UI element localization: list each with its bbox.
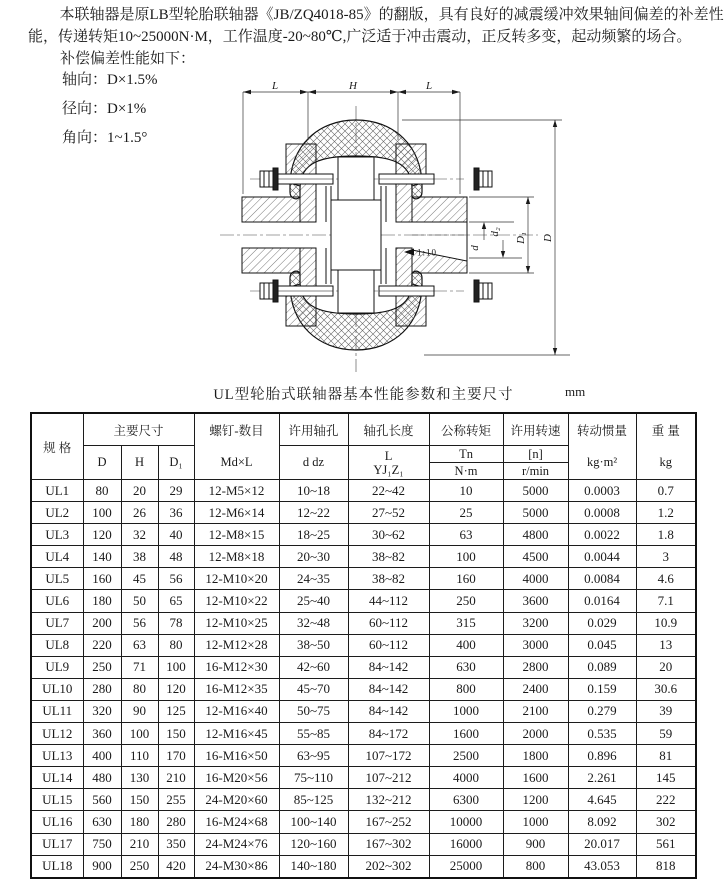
cell: 38 (121, 546, 158, 568)
cell: 3000 (503, 634, 568, 656)
cell: 84~142 (348, 678, 429, 700)
cell: 63~95 (279, 745, 348, 767)
cell: 0.089 (568, 656, 636, 678)
cell: 100 (83, 502, 121, 524)
table-row (31, 524, 696, 546)
cell: 12-M12×28 (194, 634, 279, 656)
taper-label: 1:10 (417, 247, 438, 258)
cell: 12-M10×22 (194, 590, 279, 612)
cell: 4000 (429, 767, 503, 789)
header-bore-allow-sub: d dz (279, 446, 348, 480)
cell: 42~60 (279, 656, 348, 678)
cell: 44~112 (348, 590, 429, 612)
cell: 145 (636, 767, 696, 789)
table-row (31, 678, 696, 700)
row-spec-label: UL18 (31, 855, 83, 878)
cell: 36 (158, 502, 194, 524)
cell: 12-M8×18 (194, 546, 279, 568)
cell: 1000 (429, 700, 503, 722)
cell: 0.0084 (568, 568, 636, 590)
cell: 43.053 (568, 855, 636, 878)
dim-label-d: d (469, 245, 481, 251)
header-bore-len-l: L (384, 448, 393, 463)
cell: 12-M8×15 (194, 524, 279, 546)
cell: 0.0008 (568, 502, 636, 524)
cell: 84~142 (348, 700, 429, 722)
cell: 45 (121, 568, 158, 590)
cell: 420 (158, 855, 194, 878)
cell: 32~48 (279, 612, 348, 634)
right-shaft (412, 197, 467, 273)
cell: 38~50 (279, 634, 348, 656)
cell: 63 (429, 524, 503, 546)
cell: 107~172 (348, 745, 429, 767)
cell: 0.7 (636, 480, 696, 502)
cell: 10 (429, 480, 503, 502)
header-weight-unit: kg (659, 455, 673, 469)
cell: 110 (121, 745, 158, 767)
cell: 10.9 (636, 612, 696, 634)
cell: 561 (636, 833, 696, 855)
header-col-H: H (121, 446, 158, 480)
cell: 900 (503, 833, 568, 855)
cell: 210 (158, 767, 194, 789)
cell: 85~125 (279, 789, 348, 811)
cell: 360 (83, 723, 121, 745)
row-spec-label: UL14 (31, 767, 83, 789)
row-spec-label: UL13 (31, 745, 83, 767)
cell: 0.159 (568, 678, 636, 700)
header-torque: 公称转矩 (429, 413, 503, 446)
header-weight-label: 重 量 (651, 424, 680, 438)
cell: 320 (83, 700, 121, 722)
cell: 170 (158, 745, 194, 767)
cell: 1600 (429, 723, 503, 745)
row-spec-label: UL17 (31, 833, 83, 855)
cell: 32 (121, 524, 158, 546)
dim-label-H: H (349, 82, 357, 92)
cell: 2000 (503, 723, 568, 745)
cell: 180 (121, 811, 158, 833)
cell: 400 (83, 745, 121, 767)
cell: 120 (158, 678, 194, 700)
cell: 27~52 (348, 502, 429, 524)
cell: 4.6 (636, 568, 696, 590)
table-row (31, 700, 696, 722)
header-speed: 许用转速 (503, 413, 568, 446)
offsets-subheading: 补偿偏差性能如下： (60, 51, 196, 67)
cell: 900 (83, 855, 121, 878)
table-row (31, 767, 696, 789)
cell: 100 (429, 546, 503, 568)
cell: 5000 (503, 480, 568, 502)
cell: 220 (83, 634, 121, 656)
cell: 25~40 (279, 590, 348, 612)
cell: 2.261 (568, 767, 636, 789)
cell: 38~82 (348, 568, 429, 590)
cell: 26 (121, 502, 158, 524)
table-row (31, 789, 696, 811)
table-unit: mm (565, 384, 586, 399)
cell: 350 (158, 833, 194, 855)
cell: 0.896 (568, 745, 636, 767)
cell: 120 (83, 524, 121, 546)
row-spec-label: UL1 (31, 480, 83, 502)
table-row (31, 855, 696, 878)
header-bore-len-yjz: YJ₁Z₁ (373, 462, 404, 477)
cell: 24-M20×60 (194, 789, 279, 811)
cell: 20.017 (568, 833, 636, 855)
cell: 3200 (503, 612, 568, 634)
cell: 30.6 (636, 678, 696, 700)
offset-radial: 径向：D×1% (62, 101, 147, 117)
cell: 0.029 (568, 612, 636, 634)
cell: 63 (121, 634, 158, 656)
cell: 5000 (503, 502, 568, 524)
cell: 160 (429, 568, 503, 590)
cell: 12-M10×25 (194, 612, 279, 634)
header-screws (194, 413, 279, 480)
cell: 16-M20×56 (194, 767, 279, 789)
cell: 16000 (429, 833, 503, 855)
parameters-table (30, 412, 697, 879)
row-spec-label: UL10 (31, 678, 83, 700)
cell: 22~42 (348, 480, 429, 502)
header-main-dims: 主要尺寸 (83, 413, 194, 446)
table-row (31, 723, 696, 745)
table-row (31, 480, 696, 502)
cell: 800 (503, 855, 568, 878)
cell: 100 (158, 656, 194, 678)
cell: 4500 (503, 546, 568, 568)
cell: 107~212 (348, 767, 429, 789)
cell: 1.2 (636, 502, 696, 524)
cell: 13 (636, 634, 696, 656)
cell: 1800 (503, 745, 568, 767)
cell: 45~70 (279, 678, 348, 700)
cell: 1200 (503, 789, 568, 811)
cell: 150 (158, 723, 194, 745)
header-spec: 规 格 (31, 413, 83, 480)
cell: 2500 (429, 745, 503, 767)
cell: 80 (83, 480, 121, 502)
header-col-D1: D₁ (158, 446, 194, 480)
cell: 78 (158, 612, 194, 634)
header-torque-sym: Tn (429, 446, 503, 463)
table-row (31, 634, 696, 656)
table-row (31, 811, 696, 833)
cell: 24-M30×86 (194, 855, 279, 878)
cell: 55~85 (279, 723, 348, 745)
cell: 6300 (429, 789, 503, 811)
cell: 150 (121, 789, 158, 811)
coupling-drawing-svg (198, 82, 628, 384)
cell: 140 (83, 546, 121, 568)
cell: 4800 (503, 524, 568, 546)
cell: 630 (83, 811, 121, 833)
row-spec-label: UL3 (31, 524, 83, 546)
cell: 18~25 (279, 524, 348, 546)
offset-angular: 角向：1~1.5° (62, 130, 148, 146)
cell: 280 (83, 678, 121, 700)
cell: 160 (83, 568, 121, 590)
cell: 12-M10×20 (194, 568, 279, 590)
cell: 71 (121, 656, 158, 678)
cell: 2100 (503, 700, 568, 722)
cell: 0.279 (568, 700, 636, 722)
cell: 30~62 (348, 524, 429, 546)
cell: 1600 (503, 767, 568, 789)
cell: 302 (636, 811, 696, 833)
cell: 10~18 (279, 480, 348, 502)
cell: 315 (429, 612, 503, 634)
cell: 3600 (503, 590, 568, 612)
cell: 80 (121, 678, 158, 700)
dim-label-L-right: L (425, 82, 433, 92)
cell: 132~212 (348, 789, 429, 811)
cell: 0.0164 (568, 590, 636, 612)
intro-line-1: 本联轴器是原LB型轮胎联轴器《JB/ZQ4018-85》的翻版，具有良好的减震缓冲效果轴间偏差的补差性 (59, 7, 724, 23)
header-speed-unit: r/min (503, 463, 568, 480)
cell: 81 (636, 745, 696, 767)
cell: 180 (83, 590, 121, 612)
cell: 0.0003 (568, 480, 636, 502)
header-speed-sym: [n] (503, 446, 568, 463)
offsets-list (62, 66, 158, 153)
cell: 90 (121, 700, 158, 722)
cell: 4000 (503, 568, 568, 590)
cell: 75~110 (279, 767, 348, 789)
cell: 818 (636, 855, 696, 878)
cell: 280 (158, 811, 194, 833)
cell: 16-M12×35 (194, 678, 279, 700)
cell: 800 (429, 678, 503, 700)
cell: 250 (83, 656, 121, 678)
dim-label-L-left: L (271, 82, 279, 92)
row-spec-label: UL12 (31, 723, 83, 745)
cell: 3 (636, 546, 696, 568)
intro-paragraph (28, 4, 724, 48)
cell: 16-M24×68 (194, 811, 279, 833)
cell: 29 (158, 480, 194, 502)
cell: 2800 (503, 656, 568, 678)
header-col-D: D (83, 446, 121, 480)
cell: 140~180 (279, 855, 348, 878)
cell: 25 (429, 502, 503, 524)
table-title-bar (30, 383, 697, 407)
cell: 10000 (429, 811, 503, 833)
cell: 56 (158, 568, 194, 590)
dim-label-d2: d₂ (489, 227, 501, 237)
cell: 200 (83, 612, 121, 634)
table-row (31, 502, 696, 524)
cell: 25000 (429, 855, 503, 878)
row-spec-label: UL8 (31, 634, 83, 656)
row-spec-label: UL9 (31, 656, 83, 678)
cell: 255 (158, 789, 194, 811)
cell: 4.645 (568, 789, 636, 811)
cell: 630 (429, 656, 503, 678)
table-body (31, 480, 696, 878)
hub-center (331, 157, 381, 313)
cell: 202~302 (348, 855, 429, 878)
row-spec-label: UL11 (31, 700, 83, 722)
cell: 100~140 (279, 811, 348, 833)
coupling-cross-section-drawing (198, 82, 628, 384)
cell: 2400 (503, 678, 568, 700)
table-row (31, 656, 696, 678)
header-inertia-label: 转动惯量 (577, 424, 628, 438)
cell: 120~160 (279, 833, 348, 855)
cell: 8.092 (568, 811, 636, 833)
cell: 59 (636, 723, 696, 745)
table-row (31, 590, 696, 612)
row-spec-label: UL5 (31, 568, 83, 590)
table-row (31, 568, 696, 590)
cell: 0.0044 (568, 546, 636, 568)
intro-line-2: 能，传递转矩10~25000N·M，工作温度-20~80℃,广泛适于冲击震动，正反转多变，起动频繁的场合。 (28, 29, 692, 45)
header-bore-allow: 许用轴孔 (279, 413, 348, 446)
cell: 125 (158, 700, 194, 722)
cell: 222 (636, 789, 696, 811)
cell: 1.8 (636, 524, 696, 546)
cell: 560 (83, 789, 121, 811)
cell: 60~112 (348, 634, 429, 656)
cell: 130 (121, 767, 158, 789)
cell: 20~30 (279, 546, 348, 568)
cell: 84~142 (348, 656, 429, 678)
cell: 250 (429, 590, 503, 612)
cell: 56 (121, 612, 158, 634)
cell: 80 (158, 634, 194, 656)
row-spec-label: UL2 (31, 502, 83, 524)
cell: 16-M16×50 (194, 745, 279, 767)
header-inertia-unit: kg·m² (586, 455, 618, 469)
cell: 12-M5×12 (194, 480, 279, 502)
cell: 40 (158, 524, 194, 546)
cell: 38~82 (348, 546, 429, 568)
cell: 750 (83, 833, 121, 855)
cell: 0.535 (568, 723, 636, 745)
header-bore-len-sub (348, 446, 429, 480)
cell: 400 (429, 634, 503, 656)
cell: 250 (121, 855, 158, 878)
cell: 12~22 (279, 502, 348, 524)
header-inertia (568, 413, 636, 480)
cell: 7.1 (636, 590, 696, 612)
row-spec-label: UL16 (31, 811, 83, 833)
cell: 48 (158, 546, 194, 568)
row-spec-label: UL6 (31, 590, 83, 612)
cell: 16-M12×30 (194, 656, 279, 678)
cell: 20 (121, 480, 158, 502)
table-row (31, 546, 696, 568)
cell: 1000 (503, 811, 568, 833)
row-spec-label: UL15 (31, 789, 83, 811)
row-spec-label: UL7 (31, 612, 83, 634)
cell: 167~252 (348, 811, 429, 833)
table-row (31, 833, 696, 855)
cell: 100 (121, 723, 158, 745)
cell: 39 (636, 700, 696, 722)
cell: 12-M16×45 (194, 723, 279, 745)
cell: 65 (158, 590, 194, 612)
cell: 0.0022 (568, 524, 636, 546)
cell: 50 (121, 590, 158, 612)
offset-axial: 轴向：D×1.5% (62, 72, 158, 88)
table-title: UL型轮胎式联轴器基本性能参数和主要尺寸 (213, 387, 514, 403)
cell: 12-M6×14 (194, 502, 279, 524)
cell: 50~75 (279, 700, 348, 722)
header-screw-spec: Md×L (220, 455, 253, 469)
cell: 12-M16×40 (194, 700, 279, 722)
cell: 210 (121, 833, 158, 855)
cell: 20 (636, 656, 696, 678)
table-header (31, 413, 696, 480)
cell: 480 (83, 767, 121, 789)
header-bore-len: 轴孔长度 (348, 413, 429, 446)
cell: 60~112 (348, 612, 429, 634)
dim-label-D1: D₁ (515, 232, 527, 244)
header-screw-count: 螺钉-数目 (209, 424, 264, 438)
table-row (31, 612, 696, 634)
cell: 84~172 (348, 723, 429, 745)
cell: 24-M24×76 (194, 833, 279, 855)
header-weight (636, 413, 696, 480)
cell: 0.045 (568, 634, 636, 656)
cell: 167~302 (348, 833, 429, 855)
row-spec-label: UL4 (31, 546, 83, 568)
cell: 24~35 (279, 568, 348, 590)
dim-label-D: D (542, 234, 554, 242)
header-torque-unit: N·m (429, 463, 503, 480)
table-row (31, 745, 696, 767)
